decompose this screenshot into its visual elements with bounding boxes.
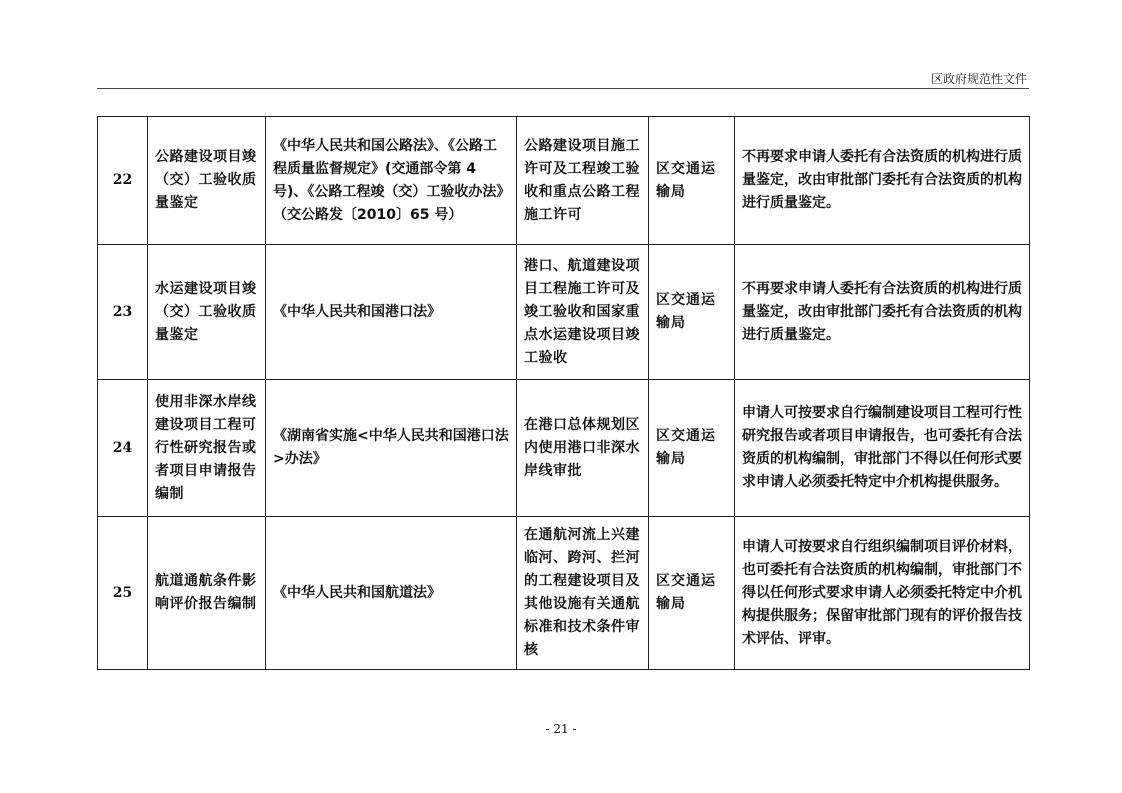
item-name: 公路建设项目竣（交）工验收质量鉴定 — [148, 117, 266, 245]
department: 区交通运输局 — [649, 380, 735, 517]
reform-measure: 不再要求申请人委托有合法资质的机构进行质量鉴定，改由审批部门委托有合法资质的机构进行质量鉴定。 — [735, 245, 1030, 380]
approval-item: 在通航河流上兴建临河、跨河、拦河的工程建设项目及其他设施有关通航标准和技术条件审核 — [517, 517, 649, 670]
legal-basis: 《中华人民共和国航道法》 — [266, 517, 517, 670]
reform-measure: 申请人可按要求自行组织编制项目评价材料，也可委托有合法资质的机构编制，审批部门不得以任何形式要求申请人必须委托特定中介机构提供服务；保留审批部门现有的评价报告技术评估、评审。 — [735, 517, 1030, 670]
department: 区交通运输局 — [649, 117, 735, 245]
document-header-title: 区政府规范性文件 — [930, 72, 1027, 86]
row-number: 22 — [98, 117, 148, 245]
header-divider — [97, 88, 1029, 89]
approval-item: 在港口总体规划区内使用港口非深水岸线审批 — [517, 380, 649, 517]
row-number: 23 — [98, 245, 148, 380]
reform-measure: 申请人可按要求自行编制建设项目工程可行性研究报告或者项目申请报告，也可委托有合法资质的机构编制，审批部门不得以任何形式要求申请人必须委托特定中介机构提供服务。 — [735, 380, 1030, 517]
item-name: 航道通航条件影响评价报告编制 — [148, 517, 266, 670]
legal-basis: 《中华人民共和国公路法》、《公路工程质量监督规定》(交通部令第 4 号)、《公路工程竣（交）工验收办法》（交公路发〔2010〕65 号） — [266, 117, 517, 245]
row-number: 24 — [98, 380, 148, 517]
reform-measure: 不再要求申请人委托有合法资质的机构进行质量鉴定，改由审批部门委托有合法资质的机构进行质量鉴定。 — [735, 117, 1030, 245]
table-row — [98, 380, 1030, 517]
legal-basis: 《中华人民共和国港口法》 — [266, 245, 517, 380]
legal-basis: 《湖南省实施<中华人民共和国港口法>办法》 — [266, 380, 517, 517]
row-number: 25 — [98, 517, 148, 670]
table-row — [98, 117, 1030, 245]
department: 区交通运输局 — [649, 245, 735, 380]
page-number: - 21 - — [545, 722, 577, 736]
item-name: 水运建设项目竣（交）工验收质量鉴定 — [148, 245, 266, 380]
items-table — [97, 116, 1030, 670]
approval-item: 公路建设项目施工许可及工程竣工验收和重点公路工程施工许可 — [517, 117, 649, 245]
item-name: 使用非深水岸线建设项目工程可行性研究报告或者项目申请报告编制 — [148, 380, 266, 517]
table-row — [98, 517, 1030, 670]
table-row — [98, 245, 1030, 380]
department: 区交通运输局 — [649, 517, 735, 670]
approval-item: 港口、航道建设项目工程施工许可及竣工验收和国家重点水运建设项目竣工验收 — [517, 245, 649, 380]
